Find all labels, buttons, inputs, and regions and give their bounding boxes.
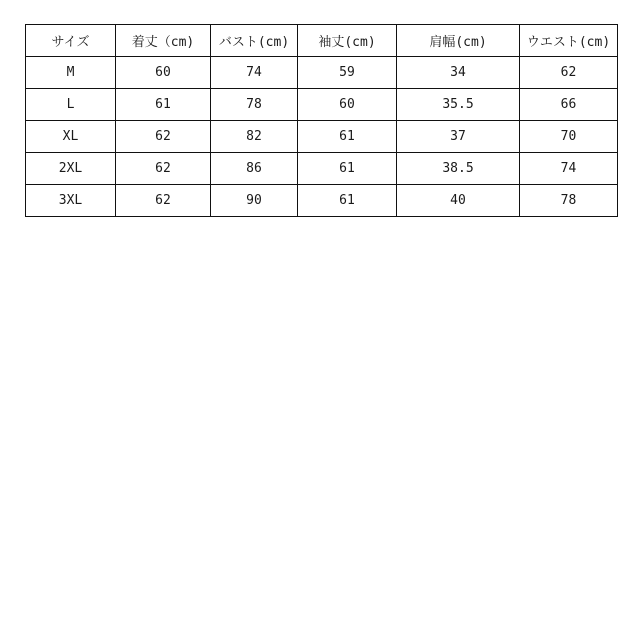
cell-waist: 74	[520, 153, 618, 185]
cell-size: 3XL	[26, 185, 116, 217]
cell-sleeve: 61	[298, 153, 397, 185]
cell-shoulder: 38.5	[397, 153, 520, 185]
header-shoulder: 肩幅(cm)	[397, 25, 520, 57]
header-waist: ウエスト(cm)	[520, 25, 618, 57]
cell-size: 2XL	[26, 153, 116, 185]
cell-shoulder: 35.5	[397, 89, 520, 121]
cell-bust: 82	[211, 121, 298, 153]
cell-length: 62	[116, 153, 211, 185]
header-size: サイズ	[26, 25, 116, 57]
cell-bust: 90	[211, 185, 298, 217]
cell-length: 62	[116, 121, 211, 153]
table-row	[26, 121, 618, 153]
cell-sleeve: 61	[298, 121, 397, 153]
cell-sleeve: 61	[298, 185, 397, 217]
cell-bust: 78	[211, 89, 298, 121]
cell-length: 62	[116, 185, 211, 217]
cell-waist: 70	[520, 121, 618, 153]
header-bust: バスト(cm)	[211, 25, 298, 57]
cell-shoulder: 34	[397, 57, 520, 89]
cell-sleeve: 59	[298, 57, 397, 89]
size-chart-table	[25, 24, 618, 217]
table-row	[26, 57, 618, 89]
header-sleeve: 袖丈(cm)	[298, 25, 397, 57]
header-length: 着丈（cm)	[116, 25, 211, 57]
cell-shoulder: 37	[397, 121, 520, 153]
cell-size: XL	[26, 121, 116, 153]
cell-waist: 66	[520, 89, 618, 121]
cell-size: M	[26, 57, 116, 89]
cell-bust: 74	[211, 57, 298, 89]
cell-shoulder: 40	[397, 185, 520, 217]
cell-length: 60	[116, 57, 211, 89]
header-row	[26, 25, 618, 57]
cell-waist: 62	[520, 57, 618, 89]
cell-sleeve: 60	[298, 89, 397, 121]
table-row	[26, 185, 618, 217]
cell-length: 61	[116, 89, 211, 121]
table-row	[26, 153, 618, 185]
table-row	[26, 89, 618, 121]
cell-waist: 78	[520, 185, 618, 217]
cell-bust: 86	[211, 153, 298, 185]
cell-size: L	[26, 89, 116, 121]
